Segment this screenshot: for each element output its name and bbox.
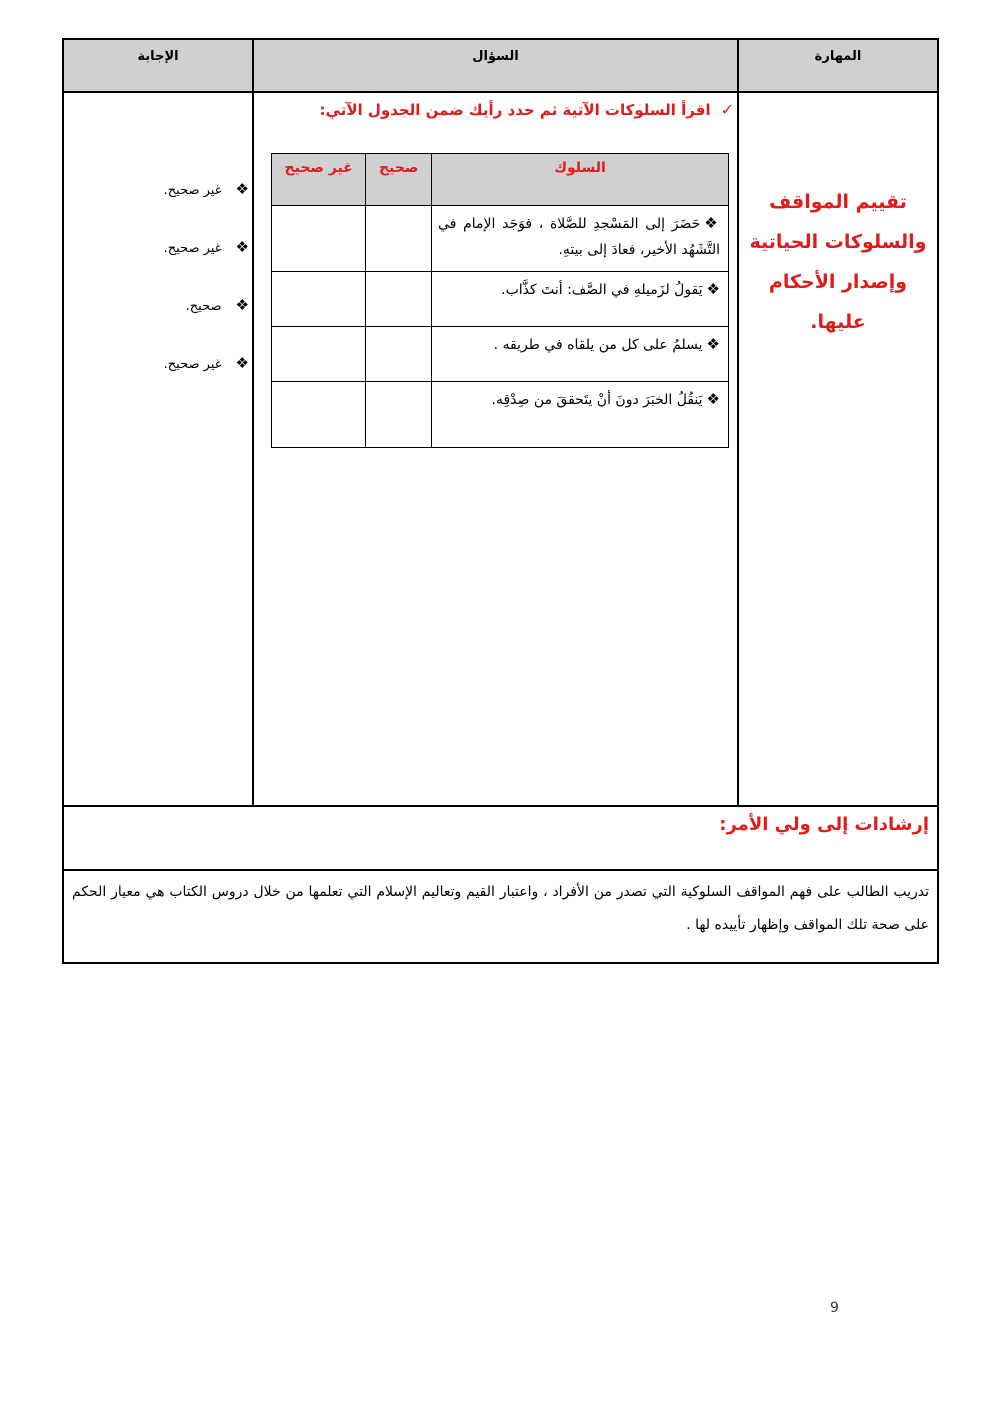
list-item: ❖غير صحيح.	[163, 238, 249, 256]
checkmark-icon: ✓	[720, 100, 734, 119]
behaviors-table	[271, 153, 729, 448]
guidance-title: إرشادات إلى ولي الأمر:	[719, 814, 929, 835]
diamond-bullet-icon: ❖	[706, 280, 720, 298]
worksheet-table	[62, 38, 939, 964]
question-column-header: السؤال	[254, 40, 739, 93]
incorrect-cell[interactable]	[272, 272, 366, 327]
incorrect-header: غير صحيح	[272, 154, 366, 206]
column-divider	[737, 93, 739, 807]
table-row	[272, 272, 729, 327]
behavior-cell: ❖يسلمُ على كل من يلقاه في طريقه .	[432, 327, 729, 382]
divider	[64, 805, 937, 807]
correct-cell[interactable]	[366, 327, 432, 382]
diamond-bullet-icon: ❖	[706, 335, 720, 353]
incorrect-cell[interactable]	[272, 327, 366, 382]
diamond-bullet-icon: ❖	[704, 214, 720, 232]
answer-column-header: الإجابة	[64, 40, 254, 93]
correct-cell[interactable]	[366, 382, 432, 448]
skill-column-header: المهارة	[739, 40, 937, 93]
diamond-bullet-icon: ❖	[235, 238, 249, 256]
correct-cell[interactable]	[366, 272, 432, 327]
diamond-bullet-icon: ❖	[235, 180, 249, 198]
answers-list	[124, 180, 249, 412]
behavior-header: السلوك	[432, 154, 729, 206]
diamond-bullet-icon: ❖	[706, 390, 720, 408]
diamond-bullet-icon: ❖	[235, 354, 249, 372]
behavior-cell: ❖يَنقُلُ الخبَرَ دونَ أنْ يتَحققَ من صِدْقِه.	[432, 382, 729, 448]
guidance-body: تدريب الطالب على فهم المواقف السلوكية التي تصدر من الأفراد ، واعتبار القيم وتعاليم الإسلام التي تعلمها من خلال دروس الكتاب هي معيار الحكم على صحة تلك المواقف وإظهار تأييده لها .	[72, 884, 929, 933]
table-row	[272, 382, 729, 448]
incorrect-cell[interactable]	[272, 382, 366, 448]
correct-header: صحيح	[366, 154, 432, 206]
table-row	[272, 327, 729, 382]
list-item: ❖غير صحيح.	[163, 180, 249, 198]
instruction-text: اقرأ السلوكات الآتية ثم حدد رأيك ضمن الجدول الآتي:	[319, 101, 711, 119]
list-item: ❖غير صحيح.	[163, 354, 249, 372]
behavior-cell: ❖حَضَرَ إلى المَسْجدِ للصَّلاة ، فوَجَد الإمام في التَّشَهُد الأخير، فعادَ إلى بيتهِ.	[432, 206, 729, 272]
correct-cell[interactable]	[366, 206, 432, 272]
column-divider	[252, 93, 254, 807]
list-item: ❖صحيح.	[185, 296, 249, 314]
behavior-cell: ❖يَقولُ لزَميلهِ في الصَّف: أنتَ كذَّاب.	[432, 272, 729, 327]
diamond-bullet-icon: ❖	[235, 296, 249, 314]
incorrect-cell[interactable]	[272, 206, 366, 272]
divider	[64, 869, 937, 871]
table-row	[272, 206, 729, 272]
skill-text: تقييم المواقف والسلوكات الحياتية وإصدار الأحكام عليها.	[749, 191, 927, 333]
page-number: 9	[830, 1300, 839, 1316]
instruction	[264, 100, 734, 119]
